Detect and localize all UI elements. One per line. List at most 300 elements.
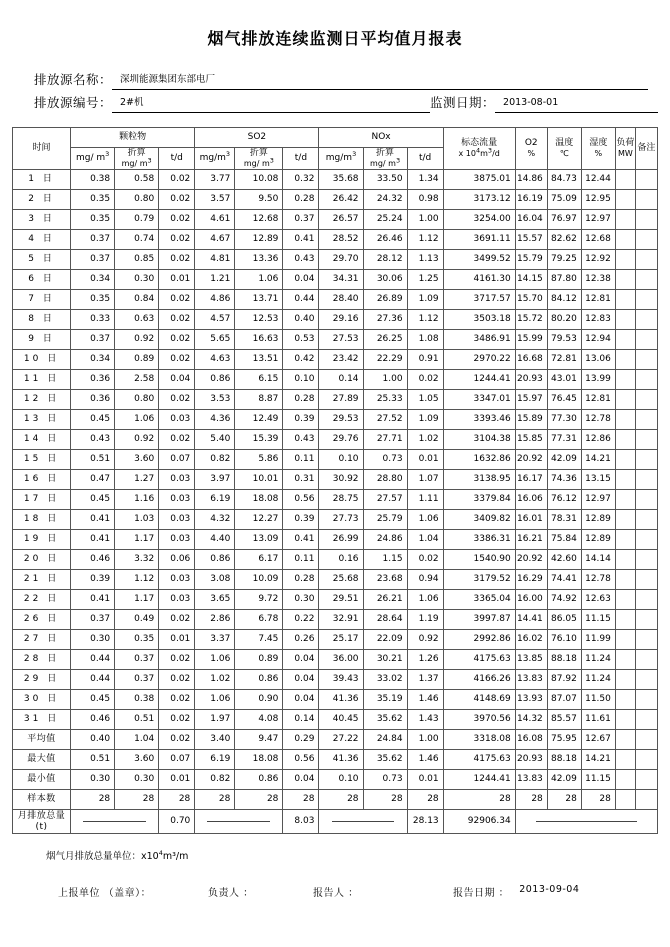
- report-date-value: 2013-09-04: [519, 884, 580, 895]
- page-title: 烟气排放连续监测日平均值月报表: [207, 29, 463, 48]
- cell-value-2: 0.03: [159, 490, 195, 510]
- cell-value-13: [615, 510, 635, 530]
- cell-value-7: 24.32: [363, 190, 407, 210]
- dash-line: [207, 821, 270, 822]
- cell-value-6: 30.92: [319, 470, 363, 490]
- cell-value-10: 16.04: [515, 210, 547, 230]
- row-day-label: 19 日: [13, 530, 71, 550]
- cell-value-12: 11.24: [581, 670, 615, 690]
- cell-value-5: 0.22: [283, 610, 319, 630]
- cell-value-4: 0.86: [235, 670, 283, 690]
- cell-value-8: 0.94: [407, 570, 443, 590]
- emissions-table: [12, 127, 658, 834]
- cell-value-2: 0.02: [159, 190, 195, 210]
- cell-value-3: 0.86: [195, 370, 235, 390]
- cell-value-3: 4.32: [195, 510, 235, 530]
- summary-value-5: 28: [283, 790, 319, 810]
- summary-value-9: 4175.63: [443, 750, 515, 770]
- header-nox-converted-unit: mg/ $m^3$: [370, 156, 401, 168]
- cell-value-4: 0.89: [235, 650, 283, 670]
- summary-value-1: 0.30: [115, 770, 159, 790]
- cell-value-0: 0.37: [71, 610, 115, 630]
- cell-value-2: 0.02: [159, 390, 195, 410]
- header-pm-converted: [115, 148, 159, 170]
- cell-value-4: 18.08: [235, 490, 283, 510]
- header-load-unit: MW: [617, 149, 633, 158]
- cell-value-12: 12.83: [581, 310, 615, 330]
- unit-note-prefix: 烟气月排放总量单位：x10: [46, 851, 159, 862]
- summary-value-13: [615, 730, 635, 750]
- cell-value-6: 29.76: [319, 430, 363, 450]
- cell-value-8: 1.46: [407, 690, 443, 710]
- cell-value-13: [615, 710, 635, 730]
- summary-value-3: 6.19: [195, 750, 235, 770]
- cell-value-4: 13.71: [235, 290, 283, 310]
- cell-value-1: 1.03: [115, 510, 159, 530]
- summary-row-label: 最大值: [13, 750, 71, 770]
- cell-value-14: [635, 190, 657, 210]
- cell-value-9: 3486.91: [443, 330, 515, 350]
- cell-value-12: 14.14: [581, 550, 615, 570]
- table-row: [13, 350, 658, 370]
- cell-value-4: 15.39: [235, 430, 283, 450]
- cell-value-2: 0.02: [159, 350, 195, 370]
- row-day-label: 7 日: [13, 290, 71, 310]
- cell-value-14: [635, 530, 657, 550]
- cell-value-10: 16.00: [515, 590, 547, 610]
- cell-value-3: 3.97: [195, 470, 235, 490]
- header-remark: 备注: [635, 128, 657, 170]
- header-so2-conc: $mg/m^3$: [195, 148, 235, 170]
- cell-value-3: 3.53: [195, 390, 235, 410]
- cell-value-7: 33.50: [363, 170, 407, 190]
- cell-value-1: 0.79: [115, 210, 159, 230]
- cell-value-11: 42.60: [547, 550, 581, 570]
- cell-value-12: 12.97: [581, 210, 615, 230]
- table-header: [13, 128, 658, 170]
- cell-value-0: 0.43: [71, 430, 115, 450]
- cell-value-12: 12.95: [581, 190, 615, 210]
- cell-value-11: 74.92: [547, 590, 581, 610]
- cell-value-14: [635, 290, 657, 310]
- cell-value-10: 13.85: [515, 650, 547, 670]
- row-day-label: 6 日: [13, 270, 71, 290]
- cell-value-8: 0.01: [407, 450, 443, 470]
- cell-value-6: 41.36: [319, 690, 363, 710]
- cell-value-12: 12.78: [581, 410, 615, 430]
- source-name-label: 排放源名称：: [34, 72, 113, 87]
- cell-value-10: 15.57: [515, 230, 547, 250]
- header-nox-converted-label: 折算: [376, 148, 395, 158]
- monthly-total-trailing-dash: [515, 810, 657, 834]
- cell-value-1: 0.80: [115, 390, 159, 410]
- header-pm-conc: mg/ $m^3$: [71, 148, 115, 170]
- cell-value-3: 1.97: [195, 710, 235, 730]
- cell-value-9: 3409.82: [443, 510, 515, 530]
- cell-value-11: 78.31: [547, 510, 581, 530]
- cell-value-8: 1.43: [407, 710, 443, 730]
- summary-row: [13, 750, 658, 770]
- cell-value-14: [635, 370, 657, 390]
- cell-value-2: 0.04: [159, 370, 195, 390]
- summary-value-6: 41.36: [319, 750, 363, 770]
- cell-value-8: 1.05: [407, 390, 443, 410]
- cell-value-7: 33.02: [363, 670, 407, 690]
- summary-row: [13, 730, 658, 750]
- cell-value-2: 0.02: [159, 290, 195, 310]
- cell-value-0: 0.35: [71, 210, 115, 230]
- cell-value-8: 1.00: [407, 210, 443, 230]
- cell-value-8: 0.02: [407, 370, 443, 390]
- cell-value-6: 27.89: [319, 390, 363, 410]
- cell-value-0: 0.35: [71, 190, 115, 210]
- cell-value-12: 12.78: [581, 570, 615, 590]
- cell-value-3: 3.37: [195, 630, 235, 650]
- header-o2-label: O2: [524, 138, 538, 148]
- table-row: [13, 170, 658, 190]
- cell-value-13: [615, 530, 635, 550]
- header-row-groups: [13, 128, 658, 148]
- cell-value-12: 11.99: [581, 630, 615, 650]
- cell-value-1: 0.37: [115, 670, 159, 690]
- monthly-total-row: [13, 810, 658, 834]
- summary-value-4: 0.86: [235, 770, 283, 790]
- cell-value-0: 0.45: [71, 490, 115, 510]
- cell-value-4: 6.15: [235, 370, 283, 390]
- cell-value-9: 3254.00: [443, 210, 515, 230]
- cell-value-3: 6.19: [195, 490, 235, 510]
- summary-row-label: 样本数: [13, 790, 71, 810]
- table-row: [13, 510, 658, 530]
- cell-value-0: 0.47: [71, 470, 115, 490]
- header-humidity-unit: %: [594, 149, 603, 158]
- unit-note-suffix: m³/m: [162, 851, 189, 862]
- cell-value-8: 1.12: [407, 230, 443, 250]
- row-day-label: 16 日: [13, 470, 71, 490]
- cell-value-9: 3138.95: [443, 470, 515, 490]
- cell-value-10: 15.85: [515, 430, 547, 450]
- cell-value-0: 0.46: [71, 550, 115, 570]
- cell-value-2: 0.02: [159, 230, 195, 250]
- cell-value-0: 0.46: [71, 710, 115, 730]
- cell-value-12: 11.15: [581, 610, 615, 630]
- summary-value-14: [635, 730, 657, 750]
- cell-value-2: 0.02: [159, 710, 195, 730]
- cell-value-4: 12.89: [235, 230, 283, 250]
- table-row: [13, 650, 658, 670]
- cell-value-8: 1.06: [407, 590, 443, 610]
- cell-value-1: 3.60: [115, 450, 159, 470]
- cell-value-4: 10.09: [235, 570, 283, 590]
- summary-value-7: 28: [363, 790, 407, 810]
- cell-value-6: 27.53: [319, 330, 363, 350]
- summary-value-13: [615, 770, 635, 790]
- summary-value-6: 28: [319, 790, 363, 810]
- row-day-label: 5 日: [13, 250, 71, 270]
- monthly-total-pm-dash: [71, 810, 159, 834]
- summary-row: [13, 770, 658, 790]
- table-row: [13, 410, 658, 430]
- header-o2-unit: %: [527, 149, 536, 158]
- header-temperature-label: 温度: [555, 138, 574, 148]
- dash-line: [83, 821, 146, 822]
- cell-value-9: 3386.31: [443, 530, 515, 550]
- summary-value-12: 12.67: [581, 730, 615, 750]
- cell-value-2: 0.02: [159, 650, 195, 670]
- row-day-label: 15 日: [13, 450, 71, 470]
- cell-value-3: 1.21: [195, 270, 235, 290]
- cell-value-3: 3.57: [195, 190, 235, 210]
- cell-value-14: [635, 670, 657, 690]
- table-row: [13, 190, 658, 210]
- cell-value-12: 11.61: [581, 710, 615, 730]
- cell-value-9: 3365.04: [443, 590, 515, 610]
- cell-value-0: 0.37: [71, 250, 115, 270]
- cell-value-6: 35.68: [319, 170, 363, 190]
- cell-value-10: 16.17: [515, 470, 547, 490]
- cell-value-13: [615, 490, 635, 510]
- cell-value-12: 12.94: [581, 330, 615, 350]
- cell-value-11: 87.80: [547, 270, 581, 290]
- header-load: [615, 128, 635, 170]
- row-day-label: 12 日: [13, 390, 71, 410]
- cell-value-13: [615, 430, 635, 450]
- cell-value-13: [615, 290, 635, 310]
- cell-value-11: 42.09: [547, 450, 581, 470]
- cell-value-1: 1.17: [115, 530, 159, 550]
- cell-value-7: 1.15: [363, 550, 407, 570]
- header-so2-converted-label: 折算: [249, 148, 268, 158]
- row-day-label: 8 日: [13, 310, 71, 330]
- table-row: [13, 250, 658, 270]
- cell-value-1: 0.92: [115, 430, 159, 450]
- cell-value-6: 29.51: [319, 590, 363, 610]
- summary-value-1: 28: [115, 790, 159, 810]
- cell-value-8: 1.25: [407, 270, 443, 290]
- cell-value-8: 1.07: [407, 470, 443, 490]
- monitor-date-field[interactable]: 2013-08-01: [495, 97, 658, 113]
- cell-value-11: 82.62: [547, 230, 581, 250]
- cell-value-10: 14.86: [515, 170, 547, 190]
- cell-value-1: 0.30: [115, 270, 159, 290]
- cell-value-7: 26.25: [363, 330, 407, 350]
- cell-value-6: 0.16: [319, 550, 363, 570]
- cell-value-10: 13.83: [515, 670, 547, 690]
- header-nox-converted: [363, 148, 407, 170]
- unit-note: [0, 848, 670, 862]
- cell-value-12: 13.15: [581, 470, 615, 490]
- cell-value-11: 74.36: [547, 470, 581, 490]
- cell-value-2: 0.07: [159, 450, 195, 470]
- summary-value-12: 11.15: [581, 770, 615, 790]
- cell-value-13: [615, 370, 635, 390]
- cell-value-4: 13.51: [235, 350, 283, 370]
- table-row: [13, 270, 658, 290]
- cell-value-3: 2.86: [195, 610, 235, 630]
- header-time: 时间: [13, 128, 71, 170]
- cell-value-7: 28.64: [363, 610, 407, 630]
- monthly-total-so2: 8.03: [283, 810, 319, 834]
- summary-value-10: 16.08: [515, 730, 547, 750]
- row-day-label: 13 日: [13, 410, 71, 430]
- cell-value-8: 0.92: [407, 630, 443, 650]
- row-day-label: 31 日: [13, 710, 71, 730]
- summary-value-8: 0.01: [407, 770, 443, 790]
- summary-value-8: 1.46: [407, 750, 443, 770]
- cell-value-12: 11.50: [581, 690, 615, 710]
- cell-value-12: 12.92: [581, 250, 615, 270]
- row-day-label: 18 日: [13, 510, 71, 530]
- summary-value-14: [635, 790, 657, 810]
- header-flow: [443, 128, 515, 170]
- cell-value-7: 25.24: [363, 210, 407, 230]
- row-day-label: 1 日: [13, 170, 71, 190]
- cell-value-6: 27.73: [319, 510, 363, 530]
- cell-value-10: 15.70: [515, 290, 547, 310]
- cell-value-9: 3997.87: [443, 610, 515, 630]
- cell-value-5: 0.40: [283, 310, 319, 330]
- cell-value-0: 0.36: [71, 390, 115, 410]
- source-info-block: [0, 67, 670, 113]
- cell-value-12: 14.21: [581, 450, 615, 470]
- cell-value-7: 28.12: [363, 250, 407, 270]
- cell-value-5: 0.28: [283, 190, 319, 210]
- header-flow-label: 标态流量: [461, 138, 498, 148]
- summary-value-13: [615, 750, 635, 770]
- source-no-row: [34, 90, 648, 113]
- summary-value-13: [615, 790, 635, 810]
- table-row: [13, 230, 658, 250]
- cell-value-10: 20.92: [515, 550, 547, 570]
- cell-value-0: 0.33: [71, 310, 115, 330]
- cell-value-14: [635, 410, 657, 430]
- summary-value-7: 24.84: [363, 730, 407, 750]
- cell-value-13: [615, 670, 635, 690]
- cell-value-12: 12.38: [581, 270, 615, 290]
- cell-value-1: 0.58: [115, 170, 159, 190]
- cell-value-0: 0.41: [71, 590, 115, 610]
- cell-value-7: 26.46: [363, 230, 407, 250]
- cell-value-2: 0.02: [159, 690, 195, 710]
- cell-value-6: 26.99: [319, 530, 363, 550]
- header-pm-converted-unit: mg/ $m^3$: [121, 156, 152, 168]
- cell-value-5: 0.26: [283, 630, 319, 650]
- table-row: [13, 430, 658, 450]
- summary-value-14: [635, 770, 657, 790]
- cell-value-7: 27.52: [363, 410, 407, 430]
- cell-value-6: 23.42: [319, 350, 363, 370]
- cell-value-7: 35.19: [363, 690, 407, 710]
- cell-value-14: [635, 690, 657, 710]
- row-day-label: 29 日: [13, 670, 71, 690]
- cell-value-10: 16.06: [515, 490, 547, 510]
- cell-value-3: 4.36: [195, 410, 235, 430]
- table-row: [13, 490, 658, 510]
- cell-value-9: 4166.26: [443, 670, 515, 690]
- summary-value-11: 88.18: [547, 750, 581, 770]
- cell-value-9: 3379.84: [443, 490, 515, 510]
- cell-value-0: 0.34: [71, 270, 115, 290]
- cell-value-2: 0.02: [159, 310, 195, 330]
- cell-value-6: 29.16: [319, 310, 363, 330]
- cell-value-5: 0.44: [283, 290, 319, 310]
- summary-value-6: 27.22: [319, 730, 363, 750]
- cell-value-5: 0.43: [283, 250, 319, 270]
- cell-value-2: 0.03: [159, 410, 195, 430]
- cell-value-1: 1.27: [115, 470, 159, 490]
- table-row: [13, 470, 658, 490]
- cell-value-5: 0.04: [283, 270, 319, 290]
- table-row: [13, 710, 658, 730]
- cell-value-14: [635, 650, 657, 670]
- cell-value-12: 13.99: [581, 370, 615, 390]
- row-day-label: 3 日: [13, 210, 71, 230]
- cell-value-2: 0.02: [159, 610, 195, 630]
- table-row: [13, 690, 658, 710]
- cell-value-4: 1.06: [235, 270, 283, 290]
- source-no-field[interactable]: 2#机: [112, 97, 430, 113]
- cell-value-12: 11.24: [581, 650, 615, 670]
- summary-value-1: 1.04: [115, 730, 159, 750]
- header-so2-converted: [235, 148, 283, 170]
- cell-value-3: 4.57: [195, 310, 235, 330]
- summary-value-2: 0.02: [159, 730, 195, 750]
- cell-value-11: 72.81: [547, 350, 581, 370]
- summary-value-5: 0.29: [283, 730, 319, 750]
- cell-value-7: 1.00: [363, 370, 407, 390]
- cell-value-2: 0.03: [159, 590, 195, 610]
- summary-value-3: 3.40: [195, 730, 235, 750]
- cell-value-10: 16.02: [515, 630, 547, 650]
- summary-value-11: 28: [547, 790, 581, 810]
- cell-value-2: 0.02: [159, 330, 195, 350]
- cell-value-8: 1.06: [407, 510, 443, 530]
- cell-value-2: 0.02: [159, 250, 195, 270]
- summary-value-14: [635, 750, 657, 770]
- cell-value-10: 15.97: [515, 390, 547, 410]
- cell-value-3: 1.02: [195, 670, 235, 690]
- cell-value-1: 0.92: [115, 330, 159, 350]
- cell-value-10: 20.92: [515, 450, 547, 470]
- cell-value-2: 0.03: [159, 470, 195, 490]
- cell-value-8: 0.91: [407, 350, 443, 370]
- cell-value-11: 80.20: [547, 310, 581, 330]
- cell-value-5: 0.31: [283, 470, 319, 490]
- cell-value-14: [635, 610, 657, 630]
- dash-line: [536, 821, 638, 822]
- cell-value-1: 2.58: [115, 370, 159, 390]
- cell-value-9: 3691.11: [443, 230, 515, 250]
- cell-value-2: 0.02: [159, 210, 195, 230]
- cell-value-0: 0.38: [71, 170, 115, 190]
- cell-value-5: 0.28: [283, 570, 319, 590]
- cell-value-8: 1.37: [407, 670, 443, 690]
- cell-value-10: 16.29: [515, 570, 547, 590]
- cell-value-9: 2970.22: [443, 350, 515, 370]
- cell-value-3: 1.06: [195, 690, 235, 710]
- source-name-field[interactable]: 深圳能源集团东部电厂: [112, 74, 648, 90]
- cell-value-4: 16.63: [235, 330, 283, 350]
- cell-value-9: 3503.18: [443, 310, 515, 330]
- cell-value-5: 0.04: [283, 690, 319, 710]
- cell-value-14: [635, 170, 657, 190]
- cell-value-10: 15.99: [515, 330, 547, 350]
- summary-value-4: 9.47: [235, 730, 283, 750]
- monthly-total-nox: 28.13: [407, 810, 443, 834]
- cell-value-5: 0.41: [283, 230, 319, 250]
- cell-value-2: 0.02: [159, 170, 195, 190]
- cell-value-1: 0.89: [115, 350, 159, 370]
